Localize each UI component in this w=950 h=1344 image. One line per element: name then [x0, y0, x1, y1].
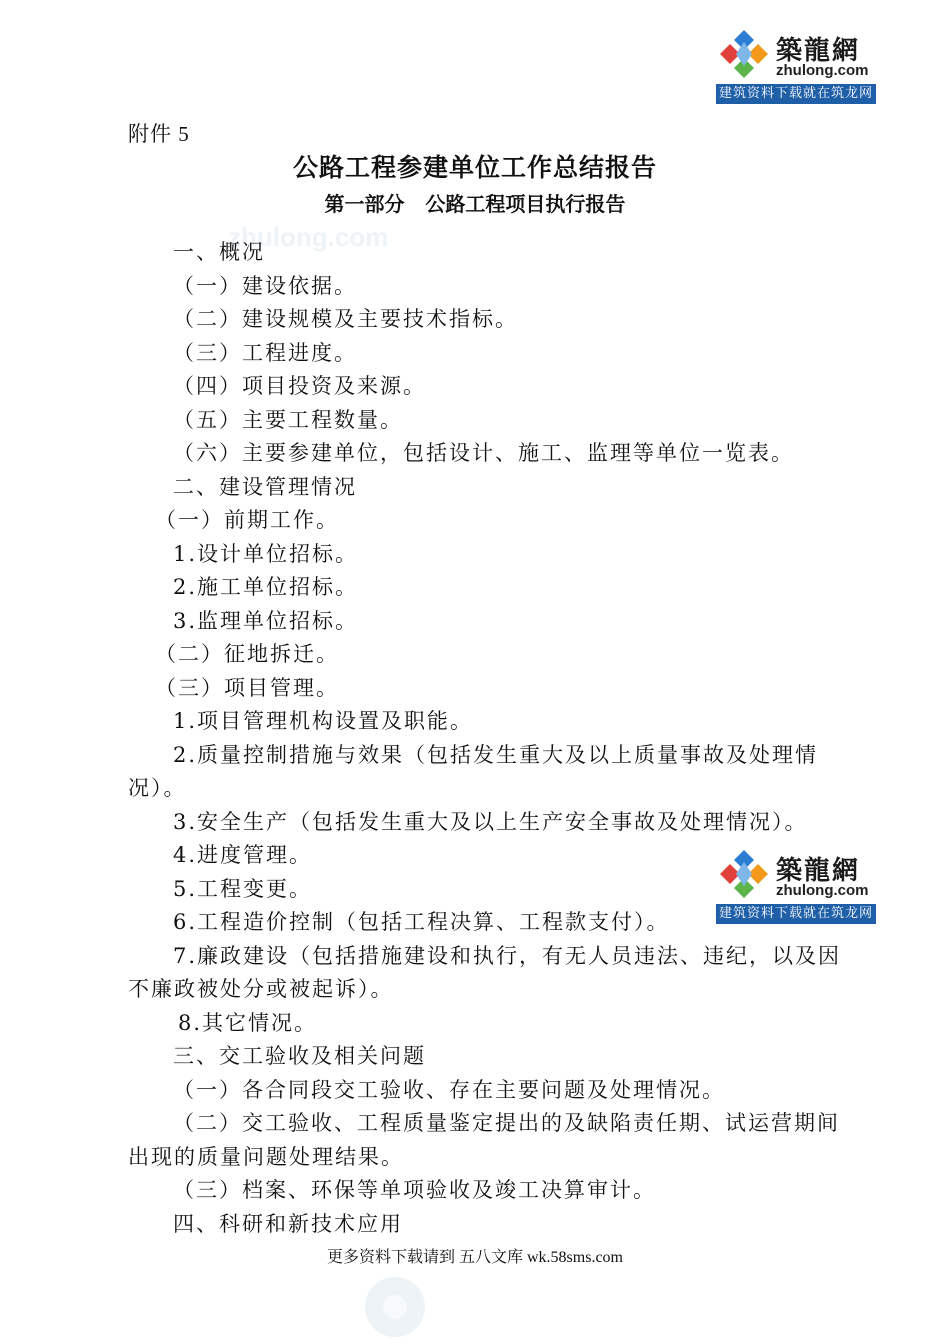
logo-name: 築龍網 — [776, 856, 861, 886]
outline-item: （三）档案、环保等单项验收及竣工决算审计。 — [173, 1178, 656, 1202]
outline-heading-3: 三、交工验收及相关问题 — [173, 1044, 426, 1068]
outline-heading-1: 一、概况 — [173, 240, 265, 264]
outline-subitem: 5.工程变更。 — [173, 877, 313, 901]
outline-item: （一）各合同段交工验收、存在主要问题及处理情况。 — [173, 1078, 725, 1102]
outline-subitem: 3.安全生产（包括发生重大及以上生产安全事故及处理情况）。 — [173, 810, 808, 834]
logo-domain: zhulong.com — [776, 882, 869, 899]
footer-download-link[interactable]: 更多资料下载请到 五八文库 wk.58sms.com — [326, 1249, 623, 1266]
logo-name: 築龍網 — [776, 36, 861, 66]
outline-item-continued: 出现的质量问题处理结果。 — [128, 1145, 404, 1169]
outline-item: （三）项目管理。 — [155, 676, 339, 700]
outline-item: （二）征地拆迁。 — [155, 642, 339, 666]
outline-item: （五）主要工程数量。 — [173, 408, 403, 432]
outline-subitem: 3.监理单位招标。 — [173, 609, 359, 633]
zhulong-diamond-icon — [718, 28, 770, 80]
attachment-label: 附件 5 — [128, 122, 190, 146]
outline-subitem: 4.进度管理。 — [173, 843, 313, 867]
outline-item: （六）主要参建单位，包括设计、施工、监理等单位一览表。 — [173, 441, 794, 465]
outline-item: （二）建设规模及主要技术指标。 — [173, 307, 518, 331]
outline-subitem-continued: 不廉政被处分或被起诉）。 — [128, 977, 394, 1001]
outline-subitem: 8.其它情况。 — [178, 1011, 318, 1035]
logo-slogan: 建筑资料下载就在筑龙网 — [716, 904, 876, 924]
outline-item: （三）工程进度。 — [173, 341, 357, 365]
document-title: 公路工程参建单位工作总结报告 — [292, 153, 657, 182]
outline-subitem-continued: 况）。 — [128, 776, 187, 800]
watermark-emblem-icon — [360, 1272, 430, 1342]
outline-subitem: 2.施工单位招标。 — [173, 575, 359, 599]
zhulong-logo-top — [716, 26, 876, 106]
outline-subitem: 2.质量控制措施与效果（包括发生重大及以上质量事故及处理情 — [173, 743, 819, 767]
outline-heading-4: 四、科研和新技术应用 — [173, 1212, 403, 1236]
watermark: zhulong.com — [228, 222, 389, 252]
logo-slogan: 建筑资料下载就在筑龙网 — [716, 84, 876, 104]
outline-item: （一）前期工作。 — [155, 508, 339, 532]
outline-item: （二）交工验收、工程质量鉴定提出的及缺陷责任期、试运营期间 — [173, 1111, 840, 1135]
outline-item: （四）项目投资及来源。 — [173, 374, 426, 398]
outline-subitem: 6.工程造价控制（包括工程决算、工程款支付）。 — [173, 910, 670, 934]
zhulong-diamond-icon — [718, 848, 770, 900]
outline-heading-2: 二、建设管理情况 — [173, 475, 357, 499]
logo-domain: zhulong.com — [776, 62, 869, 79]
outline-subitem: 1.项目管理机构设置及职能。 — [173, 709, 474, 733]
zhulong-logo-middle — [716, 846, 876, 926]
section-subtitle: 第一部分 公路工程项目执行报告 — [324, 192, 626, 216]
outline-subitem: 1.设计单位招标。 — [173, 542, 359, 566]
outline-subitem: 7.廉政建设（包括措施建设和执行，有无人员违法、违纪，以及因 — [173, 944, 842, 968]
outline-item: （一）建设依据。 — [173, 274, 357, 298]
